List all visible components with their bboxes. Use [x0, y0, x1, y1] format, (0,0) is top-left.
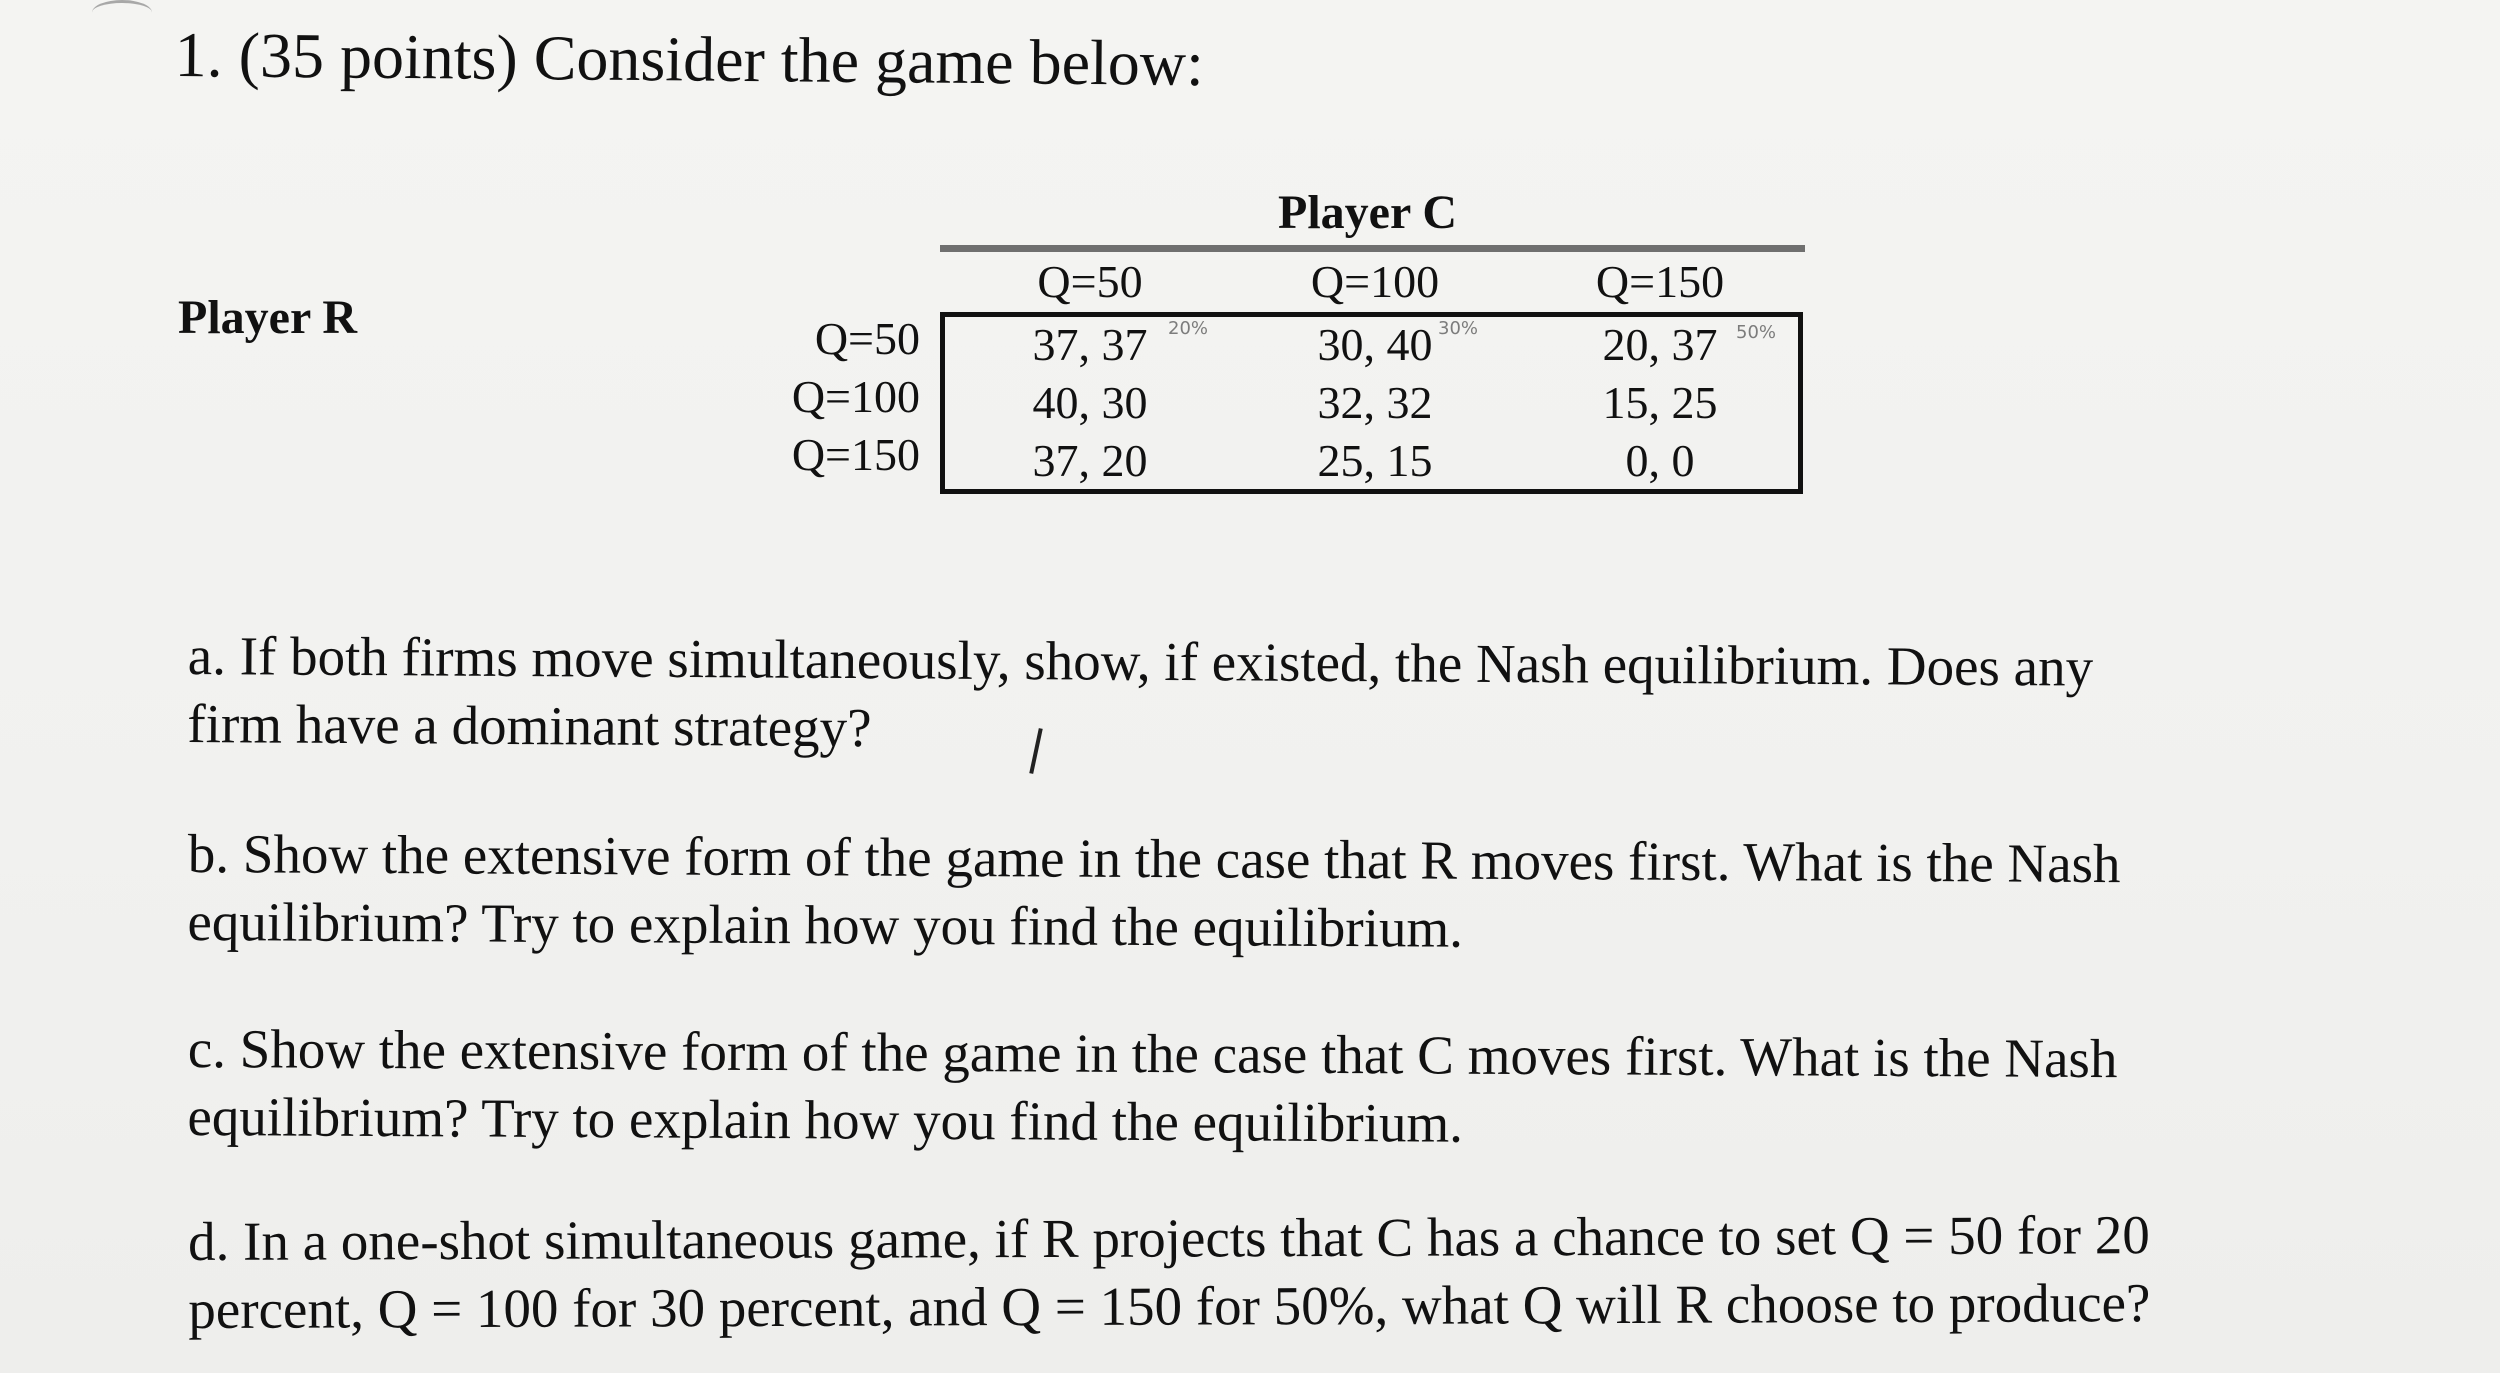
payoff-cell-r2c3: 15, 25	[1602, 377, 1718, 428]
part-d-line-2: percent, Q = 100 for 30 percent, and Q = 150 for 50%, what Q will R choose to produce?	[188, 1272, 2151, 1340]
handwritten-note-20: 20%	[1168, 318, 1209, 339]
payoff-cell-r1c3: 20, 37	[1602, 319, 1718, 370]
question-part-a	[187, 622, 2093, 770]
payoff-cell-r1c1: 37, 37	[1032, 319, 1148, 370]
question-part-c	[187, 1015, 2117, 1161]
corner-pen-mark	[92, 0, 152, 25]
payoff-cell-r3c3: 0, 0	[1625, 435, 1695, 486]
payoff-cell-r3c1: 37, 20	[1032, 435, 1148, 486]
question-part-b	[187, 820, 2120, 966]
column-header-q150: Q=150	[1595, 256, 1725, 307]
payoff-cell-r3c2: 25, 15	[1317, 435, 1433, 486]
row-header-q100: Q=100	[791, 371, 920, 422]
handwritten-note-30: 30%	[1438, 318, 1479, 339]
row-header-q50: Q=50	[814, 313, 920, 364]
part-c-line-2: equilibrium? Try to explain how you find the equilibrium.	[187, 1085, 1464, 1154]
column-header-q50: Q=50	[1037, 256, 1143, 307]
handwritten-note-50: 50%	[1736, 322, 1777, 343]
part-d-line-1: d. In a one-shot simultaneous game, if R projects that C has a chance to set Q = 50 for 20	[188, 1204, 2150, 1272]
question-part-d	[188, 1201, 2151, 1344]
part-a-line-2: firm have a dominant strategy?	[187, 692, 872, 759]
question-title: 1. (35 points) Consider the game below:	[174, 19, 1205, 99]
column-header-q100: Q=100	[1310, 256, 1440, 307]
part-b-line-2: equilibrium? Try to explain how you find the equilibrium.	[187, 890, 1464, 959]
payoff-cell-r2c2: 32, 32	[1317, 377, 1433, 428]
row-header-q150: Q=150	[791, 429, 920, 480]
payoff-cell-r2c1: 40, 30	[1032, 377, 1148, 428]
table-top-rule	[940, 245, 1805, 252]
part-c-line-1: c. Show the extensive form of the game in the case that C moves first. What is the Nash	[187, 1017, 2118, 1090]
part-a-line-1: a. If both firms move simultaneously, show, if existed, the Nash equilibrium. Does any	[187, 624, 2094, 698]
column-player-label: Player C	[1278, 186, 1458, 239]
row-player-label: Player R	[178, 291, 358, 344]
payoff-cell-r1c2: 30, 40	[1317, 319, 1433, 370]
part-b-line-1: b. Show the extensive form of the game in the case that R moves first. What is the Nash	[187, 822, 2121, 895]
